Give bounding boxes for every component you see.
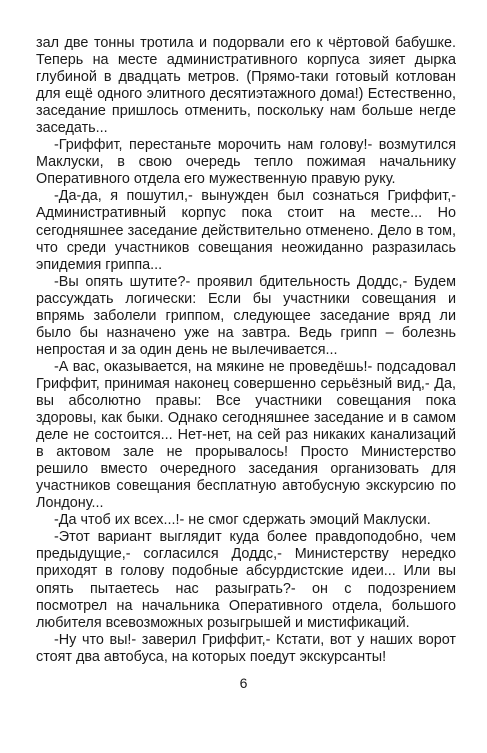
paragraph-3: -Да-да, я пошутил,- вынужден был сознаться Гриффит,- Административный корпус пока стоит на месте... Но сегодняшнее заседание действительно отменено. Дело в том, что среди участников совещания неожиданно разразилась эпидемия гриппа... [36,188,456,273]
paragraph-5: -А вас, оказывается, на мякине не проведёшь!- подсадовал Гриффит, принимая наконец совершенно серьёзный вид,- Да, вы абсолютно правы: Все участники совещания пока здоровы, как быки. Однако сегодняшнее заседание и в самом деле не состоится... Нет-нет, на сей раз никаких канализаций в актовом зале не прорывалось! Просто Министерство решило вместо очередного заседания организовать для участников совещания бесплатную автобусную экскурсию по Лондону... [36,358,456,512]
body-text [36,35,456,666]
paragraph-2: -Гриффит, перестаньте морочить нам голову!- возмутился Маклуски, в свою очередь тепло пожимая начальнику Оперативного отдела его мужественную правую руку. [36,137,456,188]
paragraph-6: -Да чтоб их всех...!- не смог сдержать эмоций Маклуски. [54,512,431,529]
page-number: 6 [239,675,248,691]
paragraph-8: -Ну что вы!- заверил Гриффит,- Кстати, вот у наших ворот стоят два автобуса, на которых поедут экскурсанты! [36,631,456,665]
paragraph-1: зал две тонны тротила и подорвали его к чёртовой бабушке. Теперь на месте административного корпуса зияет дырка глубиной в двадцать метров. (Прямо-таки готовый котлован для ещё одного элитного десятиэтажного дома!) Естественно, заседание пришлось отменить, поскольку нам больше негде заседать... [36,35,456,137]
paragraph-7: -Этот вариант выглядит куда более правдоподобно, чем предыдущие,- согласился Доддс,- Министерству нередко приходят в голову подобные абсурдистские идеи... Или вы опять пытаетесь нас разыграть?- он с подозрением посмотрел на начальника Оперативного отдела, большого любителя всевозможных розыгрышей и мистификаций. [36,529,456,631]
paragraph-4: -Вы опять шутите?- проявил бдительность Доддс,- Будем рассуждать логически: Если бы участники совещания и впрямь заболели гриппом, следующее заседание вряд ли было бы назначено уже на завтра. Ведь грипп – болезнь непростая и за один день не вылечивается... [36,273,456,358]
